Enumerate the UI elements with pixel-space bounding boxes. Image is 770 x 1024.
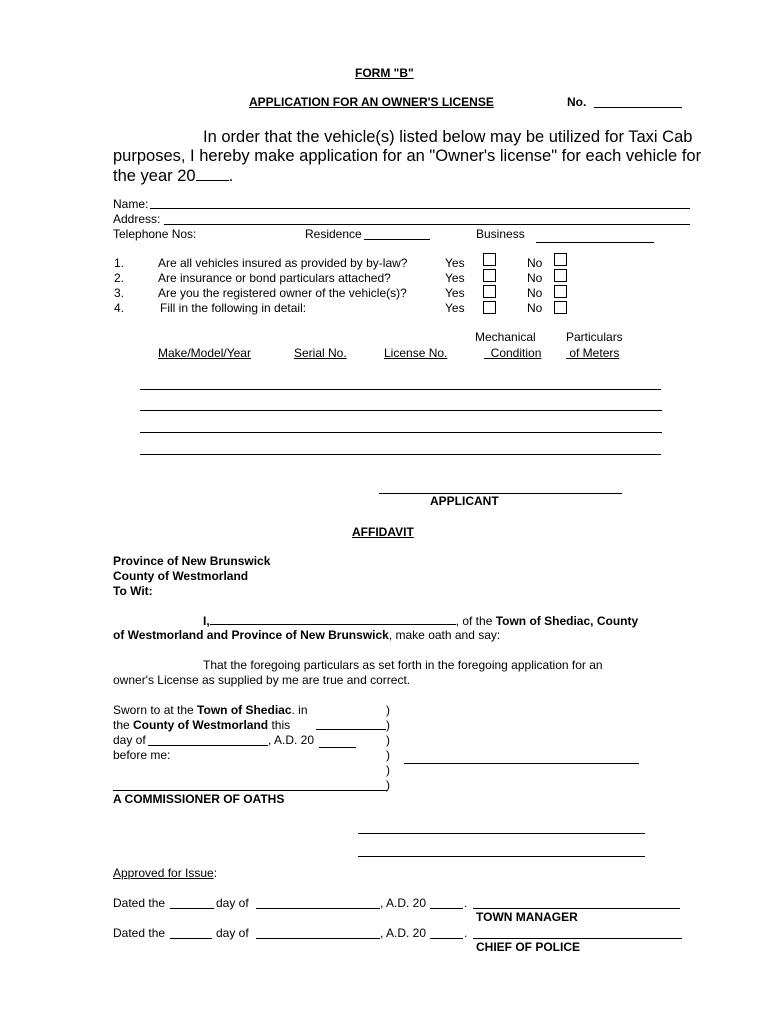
extra-signature-line[interactable] bbox=[358, 833, 645, 834]
applicant-label: APPLICANT bbox=[430, 494, 499, 508]
name-label: Name: bbox=[113, 197, 149, 211]
vehicle-row-line[interactable] bbox=[140, 389, 661, 390]
year-prefix: the year 20 bbox=[113, 167, 196, 185]
dated-year-field[interactable] bbox=[430, 938, 463, 939]
paren: ) bbox=[386, 703, 390, 717]
statement-line-1: That the foregoing particulars as set forth in the foregoing application for an bbox=[203, 658, 603, 672]
sworn-line-4: before me: bbox=[113, 748, 171, 762]
col-make-model-year: Make/Model/Year bbox=[158, 346, 251, 360]
province-label: Province of New Brunswick bbox=[113, 554, 271, 568]
yes-checkbox[interactable] bbox=[483, 269, 496, 282]
affidavit-title: AFFIDAVIT bbox=[352, 525, 414, 539]
dated-year-field[interactable] bbox=[430, 908, 463, 909]
dated-day-field[interactable] bbox=[170, 938, 212, 939]
form-title: FORM "B" bbox=[355, 66, 414, 80]
residence-label: Residence bbox=[305, 227, 362, 241]
col-serial-no: Serial No. bbox=[294, 346, 347, 360]
applicant-signature-line[interactable] bbox=[379, 493, 622, 494]
chief-of-police-signature-line[interactable] bbox=[473, 938, 682, 939]
paren: ) bbox=[386, 733, 390, 747]
no-checkbox[interactable] bbox=[554, 285, 567, 298]
no-checkbox[interactable] bbox=[554, 269, 567, 282]
no-checkbox[interactable] bbox=[554, 253, 567, 266]
oath-line-2: of Westmorland and Province of New Brunswick, make oath and say: bbox=[113, 628, 501, 642]
deponent-name-field[interactable] bbox=[210, 613, 456, 625]
form-number-field[interactable] bbox=[594, 107, 682, 108]
business-phone-field[interactable] bbox=[536, 242, 654, 243]
statement-line-2: owner's License as supplied by me are true and correct. bbox=[113, 673, 411, 687]
name-field[interactable] bbox=[150, 208, 690, 209]
sworn-month-field[interactable] bbox=[148, 745, 268, 746]
vehicle-row-line[interactable] bbox=[140, 454, 661, 455]
yes-checkbox[interactable] bbox=[483, 301, 496, 314]
yes-checkbox[interactable] bbox=[483, 253, 496, 266]
intro-line-2: purposes, I hereby make application for an "Owner's license" for each vehicle for bbox=[113, 147, 702, 165]
to-wit-label: To Wit: bbox=[113, 584, 153, 598]
intro-line-3: the year 20 . bbox=[113, 167, 234, 185]
telephone-label: Telephone Nos: bbox=[113, 227, 197, 241]
no-checkbox[interactable] bbox=[554, 301, 567, 314]
sworn-year-field[interactable] bbox=[319, 747, 356, 748]
question-text: Are you the registered owner of the vehicle(s)? bbox=[158, 286, 407, 300]
application-title: APPLICATION FOR AN OWNER'S LICENSE bbox=[249, 95, 494, 109]
chief-of-police-label: CHIEF OF POLICE bbox=[476, 940, 581, 954]
col-particulars-1: Particulars bbox=[566, 330, 623, 344]
form-number-label: No. bbox=[567, 95, 587, 109]
approved-for-issue: Approved for Issue: bbox=[113, 866, 218, 880]
sworn-line-3: day of bbox=[113, 733, 146, 747]
paren: ) bbox=[386, 763, 390, 777]
address-label: Address: bbox=[113, 212, 161, 226]
town-manager-label: TOWN MANAGER bbox=[476, 910, 578, 924]
col-mechanical-1: Mechanical bbox=[475, 330, 536, 344]
question-text: Fill in the following in detail: bbox=[160, 301, 307, 315]
yes-checkbox[interactable] bbox=[483, 285, 496, 298]
deponent-signature-line[interactable] bbox=[404, 763, 639, 764]
business-label: Business bbox=[476, 227, 525, 241]
question-text: Are insurance or bond particulars attached? bbox=[158, 271, 391, 285]
dated-month-field[interactable] bbox=[256, 908, 380, 909]
address-field[interactable] bbox=[164, 224, 690, 225]
paren: ) bbox=[386, 778, 390, 792]
sworn-line-2: the County of Westmorland this bbox=[113, 718, 291, 732]
year-field[interactable] bbox=[196, 166, 229, 181]
col-mechanical-2: Condition bbox=[490, 346, 542, 360]
paren: ) bbox=[386, 718, 390, 732]
col-particulars-2: of Meters bbox=[569, 346, 620, 360]
commissioner-signature-line[interactable] bbox=[113, 790, 387, 791]
commissioner-label: A COMMISSIONER OF OATHS bbox=[113, 792, 285, 806]
extra-signature-line[interactable] bbox=[358, 856, 645, 857]
residence-phone-field[interactable] bbox=[364, 239, 430, 240]
dated-month-field[interactable] bbox=[256, 938, 380, 939]
vehicle-row-line[interactable] bbox=[140, 432, 662, 433]
paren: ) bbox=[386, 748, 390, 762]
intro-line-1: In order that the vehicle(s) listed below may be utilized for Taxi Cab bbox=[203, 128, 693, 146]
sworn-day-field[interactable] bbox=[316, 729, 386, 730]
question-text: Are all vehicles insured as provided by by-law? bbox=[158, 256, 408, 270]
dated-day-field[interactable] bbox=[170, 908, 214, 909]
col-license-no: License No. bbox=[384, 346, 448, 360]
vehicle-row-line[interactable] bbox=[140, 410, 662, 411]
oath-line-1: I, , of the Town of Shediac, County bbox=[203, 614, 639, 628]
town-manager-signature-line[interactable] bbox=[473, 908, 680, 909]
sworn-line-1: Sworn to at the Town of Shediac. in bbox=[113, 703, 308, 717]
county-label: County of Westmorland bbox=[113, 569, 249, 583]
